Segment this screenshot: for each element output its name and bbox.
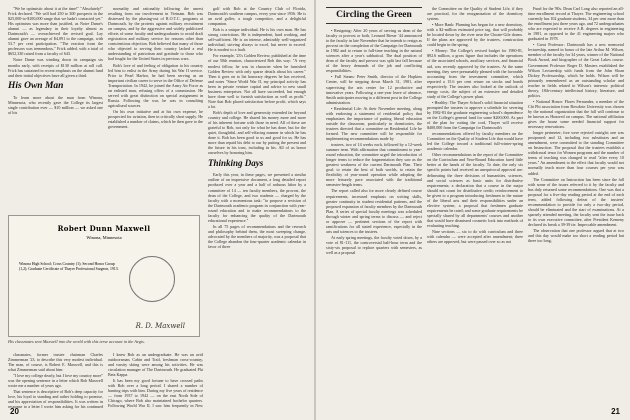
- paragraph: Early this year, in these pages, we presented a similar outline of an impressive document, a long detailed report produced over a year and a half of arduous labor by a committee of 14 — ten faculty members, the provost, the dean of the College, and two students — charged by the faculty with a momentous task: "to propose a revision of the Dartmouth academic program in conjunction with year-round education and to make recommendations to the faculty for enhancing the quality of the Dartmouth educational experience.": [208, 172, 306, 223]
- paragraph: On his own initiative and at his own expense, he prospected for aviation, then in critically short supply. He established a number of claims, which he then gave to the government.: [108, 108, 203, 130]
- paragraph: "I love my college dearly, but I love my country more" was the opening sentence in a letter which Bob Maxwell wrote me a number of years ago.: [8, 373, 103, 389]
- paragraph: In all 75 pages of recommendations and the research and philosophy behind them, the most sweeping change, advocated by the members of majority, was a proposal that the College abandon the four-quarter academic calendar in favor of three: [208, 223, 306, 250]
- page-number-left: 20: [10, 407, 19, 416]
- paragraph: The observation that one professor argued that at two and this day would make too short a reading period but three too long,: [528, 228, 624, 244]
- card-name: Robert Dunn Maxwell: [57, 224, 151, 233]
- card-hometown: Winona, Minnesota: [86, 235, 122, 240]
- left-column-1-bottom: [8, 352, 103, 410]
- yearbook-card: [8, 215, 200, 337]
- paragraph: Bob's depth of love and generosity extended far beyond country and college. He shared his money more and more of his inherent fortune with those in need. All of these are grateful to Bob, not only for what he has done, but for the quiet, thoughtful, and self-effacing manner in which he has done it. Bob has been good to us and good for us. He has more than repaid his debt to our by putting the present and the future in his trust, including in his. All of us honor ourselves by honoring him.: [208, 109, 306, 156]
- page-number-right: 21: [611, 407, 620, 416]
- paragraph: The report called also for more clearly defined course requirements, increased emphasis on writing skills, greater continuity in student residential patterns, and the proposed expansion of faculty members by the Dartmouth Plan. A series of special faculty meetings was scheduled through winter and spring terms to discuss — and reject or approve — pertinent sections of the report with ramifications for all stated experience, especially in the arts and sciences to the trustees.: [326, 188, 422, 234]
- paragraph: recommendations offered by faculty members on the Committee on the Quality of Student Life that would have led the College toward a traditional full-winter-spring academic calendar.: [427, 131, 523, 152]
- left-column-2-bottom: [108, 352, 203, 410]
- paragraph: To learn more about the man from Winona, Minnesota, who recently gave the College its largest single contribution ever — $10 million — we asked one of his: [8, 94, 103, 115]
- paragraph: Bob is a unique individual. He is his own man. He has strong convictions. He is independent, hard working, and self-sufficient. He is an intense, admirably well-organized individual, striving always to excel, but never to exceed. He is modest to a fault.: [208, 27, 306, 53]
- paragraph: The Committee on Instruction has been since the fall with some of the issues referred to it by the faculty and has duly returned some recommendations. One was that a proposal for a five-day reading period at the end of each term, added following defeat of the trustees' recommendation to provide for only a two-day period, should be eliminated and the start of examinations. At a sparsely attended meeting, the faculty sent the issue back to its own executive committee, after President Kemeny declared its break a 39-39 tie. Impeccable amendment.: [528, 176, 624, 227]
- paragraph: trustees, two of 14 weeks each, followed by a 12-week summer term. With affirmation that commitment to year-round education, the committee urged the introduction of longer terms to reduce the fragmentation they saw as the greatest weakness of the current Dartmouth Plan. Their goal: to retain the best of both worlds, to retain the flexibility of year-round operation while adopting the more leisurely pace associated with the traditional semester-length terms.: [326, 142, 422, 188]
- paragraph: Bob's love of and feeling of obligation to his country led him to enlist in the Army during his War II service. Prior to Pearl Harbor, he had been serving as an important civilian career to serve in the Office of Defense Transportation. In 1942, he joined the Army Air Force as an enlisted man, refusing offers of a commission. He served with great distinction on special assignment in Russia. Following the war, he was in consulting agricultural sources.: [108, 62, 203, 108]
- paragraph: longer perimeter; fore were rejected outright; one was postponed; and 12, including two substitutes and an amendment, were committed to the standing Committee on Instruction. The proposal that the trustees establish a withdrawal tenor for Women programs and the number of terms of teaching was changed to read "after every 10 years." An amendment to the effect that faculty would not normally teach more than four courses per year was added.: [528, 130, 624, 176]
- paragraph: • More Bank: Planning has begun for a new dormitory, with a $2-million estimated price tag, that will probably be located down by the river near the Choate-Gile dorms. If the plans are approved by the trustees, construction could begin in the spring.: [427, 22, 523, 48]
- paragraph: • Full Steam: Peter Smith, director of the Hopkins Center, will be stepping down March 31, 1981, after supervising the arts center for 12 productive and innovative years. Following a one-year leave of absence, Smith anticipates moving to a different post in the College administration.: [326, 74, 422, 105]
- paragraph: Other recommendations in the report of the Committee on the Curriculum and Year-Round Education fared little better at the hands of the faculty. To date, the only six specific points had received an unequivocal approval are: delineating the three divisions of humanities, sciences, and social sciences as basic units for distributive requirements; a declaration that a course in the major should not count for distributive credit; reinforcement to be given to a program introducing freshmen to the nature of the liberal arts and their responsibilities under an elective system; a proposal that freshmen graduate requirements be rated; and some graduate requirements be specially shared by all departments' courses and another that would have dismissed cosmetic look into methods of evaluating teaching.: [427, 152, 523, 228]
- paragraph: At early spring meetings, the faculty voted down, by a vote of 81-111, the controversial half-hour term and the sixty-six proposal to replace quarters with semesters, as well as a proposal: [326, 234, 422, 256]
- section-heading-thinking-days: Thinking Days: [208, 158, 264, 169]
- right-column-3: [528, 6, 624, 408]
- right-column-1: [326, 6, 422, 408]
- paragraph: For example, '23's Golden Review, published at the time of our 50th reunion, characterized Bob this way: "A very modest fellow, he was in character when he furnished Golden Review with only sparse details about his career." Then it goes on to list honorary degrees he has received, and notes "Since World War II, my principal activity has been in private venture capital and advice to new small business enterprises. Not all have succeeded, but enough have done well to furnish satisfaction as well as profit." Note that Bob placed satisfaction before profit, which says a lot.: [208, 53, 306, 109]
- paragraph: • Resigning: After 20 years of serving as dean of the faculty or provost or both, Leonard Rieser '44 announced to the faculty in late November that he intends to resign as provost on the completion of the Campaign for Dartmouth in 1982 and to return to full-time teaching in the natural sciences after a year's sabbatical. The dual position of dean of the faculty and provost was split last fall because of the heavy demands of the job and conflicting responsibilities.: [326, 28, 422, 74]
- department-heading: Circling the Green: [326, 7, 422, 24]
- paragraph: • Money: The College's revised budget for 1980-81, $92.6 million, a gross figure that includes the operations of the associated schools, auxiliary services, and financial aid, was recently approved by the trustees. At the same meeting, they were presumably pleased with the favorable accounting from the investment committee, which reported a 15.6 per cent return on stocks and bonds respectively. The trustees also looked at the outlook of energy costs, the subject of an extensive and detailed study of the College's power plant.: [427, 48, 523, 99]
- right-column-2: [427, 6, 523, 408]
- left-page: [0, 0, 314, 420]
- left-column-3: [208, 6, 306, 408]
- section-heading-his-own-man: His Own Man: [8, 80, 64, 91]
- paragraph: • Healthy: The Thayer School's solid financial situation prompted the trustees to approve a schedule for severing by 1982-83 the graduate engineering school's dependence on the College's general fund for some $200,000. As part of the plan for cutting the cord, Thayer will receive $400,000 from the Campaign for Dartmouth's: [427, 99, 523, 131]
- paragraph: Nine sections — six to do with curriculum and three with calendar — were accepted after amendment; three others are approved, but were passed over so as not: [427, 229, 523, 245]
- left-column-1-top: [8, 6, 103, 211]
- paragraph: classmates, former trustee chairman Charles Zimmerman '23, to describe this very modest individual. The man, of course, is Robert E. Maxwell, and this is what Zimmerman said about him:: [8, 352, 103, 373]
- paragraph: • National Honor: Flores Fernandez, a member of the Chi Phi association from Bowdoin University was chosen by the national organization that the fall will continue to be known as Honored on campus. The national affiliation gives the house some needed financial support for necessary renovations.: [528, 98, 624, 130]
- paragraph: "We be optimistic about it at the time!" "Absolutely!" Frick declared. "We will had 250 to 300 prospects in the $25,000-to-$100,000 range that we hadn't contacted yet." His optimism was more than justified, as Notre Dame's alumni — as legendary in their loyalty almost as Dartmouth's — overachieved the revised goal. Lay alumni gave an average of $4,091 to the campaign, with 53.7 per cent participation. "The reaction from the professors was tremendous," Frick added, with a total of $652,330 raised from a faculty of 643.: [8, 6, 103, 57]
- paragraph: • Residential Life: At their November meeting, along with endorsing a statement of residential policy that emphasizes the importance of putting liberal education outside the classroom, particularly in dormitories, the trustees directed that a committee on Residential Life be formed. The new committee will be responsible for implementing recommendations made by: [326, 105, 422, 141]
- paragraph: golf with Bob at the Country Club of Florida, Dartmouth's southern campus, every year since 1956. He is an avid golfer, a tough competitor, and a delightful companion.: [208, 6, 306, 27]
- right-page: [316, 0, 630, 420]
- signature: R. D. Maxwell: [135, 322, 185, 330]
- paragraph: Notre Dame was winding down its campaign six months early, with receipts of $130 million at roll call. Frick has sustained in recent emphasis on the alumni fund and their initial objectives have all given a third.: [8, 57, 103, 78]
- seal-stamp: [129, 256, 175, 302]
- paragraph: That sentence is descriptive of Bob's deep capacity for love, his loyal to standing and rather holding to promise, and his appreciation of responsibilities. It was written in response to a letter I wrote him asking for his continued: [8, 389, 103, 410]
- paragraph: • Great Professor: Dartmouth has a new memorial lectureship, named in honor of the late Arthur M. Wilson, member of the faculty for 34 years, winner of the National Book Award, and biographer of the Great Lakes course. Government Professor Roger D. Masters established the Wilson Lectureship with funds from the John Sloan Dickey Professorship, which he holds. Wilson will be primarily remembered as an outstanding scholar and teacher in fields related to Wilson's interests: political theory, 18th-century intellectual history, literature, and politics.: [528, 42, 624, 98]
- paragraph: I knew Bob as an undergraduate. He was an avid outdoorsman, Cabin and Trail, freshman cross-country, and varsity skiing were among his activities. He was circulation manager of The Dartmouth. He graduated Phi Beta Kappa.: [108, 352, 203, 378]
- paragraph: normality and rationality following the unrest resulting from our involvement in Vietnam. Bob was distressed by the phasing-out of R.O.T.C. programs at Dartmouth, by the protests against military recruitment on campus, and by the aggressive and widely publicized efforts of some faculty and undergraduates to avoid draft registration and military service for reasons other than conscientious objection. Bob believed that many of those who objected to serving their country lacked a real understanding of patriotism and gratitude to those who had fought for the United States in previous wars.: [108, 6, 203, 62]
- paragraph: the Committee on the Quality of Student Life, if they are practical, for the reorganization of the dormitory system.: [427, 6, 523, 22]
- paragraph: It has been my good fortune to have crossed paths with Bob over a long period. I shared a number of hunting trips with him. During my five years of residence — from 1937 to 1942 — on the east North Side of Chicago, where Bob also maintained bachelor quarters. Following World War II, I saw him frequently in New: [108, 378, 203, 409]
- card-record: Winona High School; Cross Country (1); Second Honor Group (1,2); Graduate Certificate of Thayer Professional Surgeon, 1913.: [19, 262, 119, 271]
- card-caption: His classmates sent Maxwell into the world with this terse account in the Aegis.: [8, 339, 145, 344]
- left-column-2-top: [108, 6, 203, 211]
- paragraph: Fund for the '80s. Dean Carl Long also reported an all-time enrollment record at Thayer. The engineering school currently has 102 graduate students, 34 per cent more than the enrollment just three years ago, and 72 undergraduates who are expected to receive A.B. degrees in engineering in 1981, as opposed to the 41 engineering majors who graduated in 1978.: [528, 6, 624, 42]
